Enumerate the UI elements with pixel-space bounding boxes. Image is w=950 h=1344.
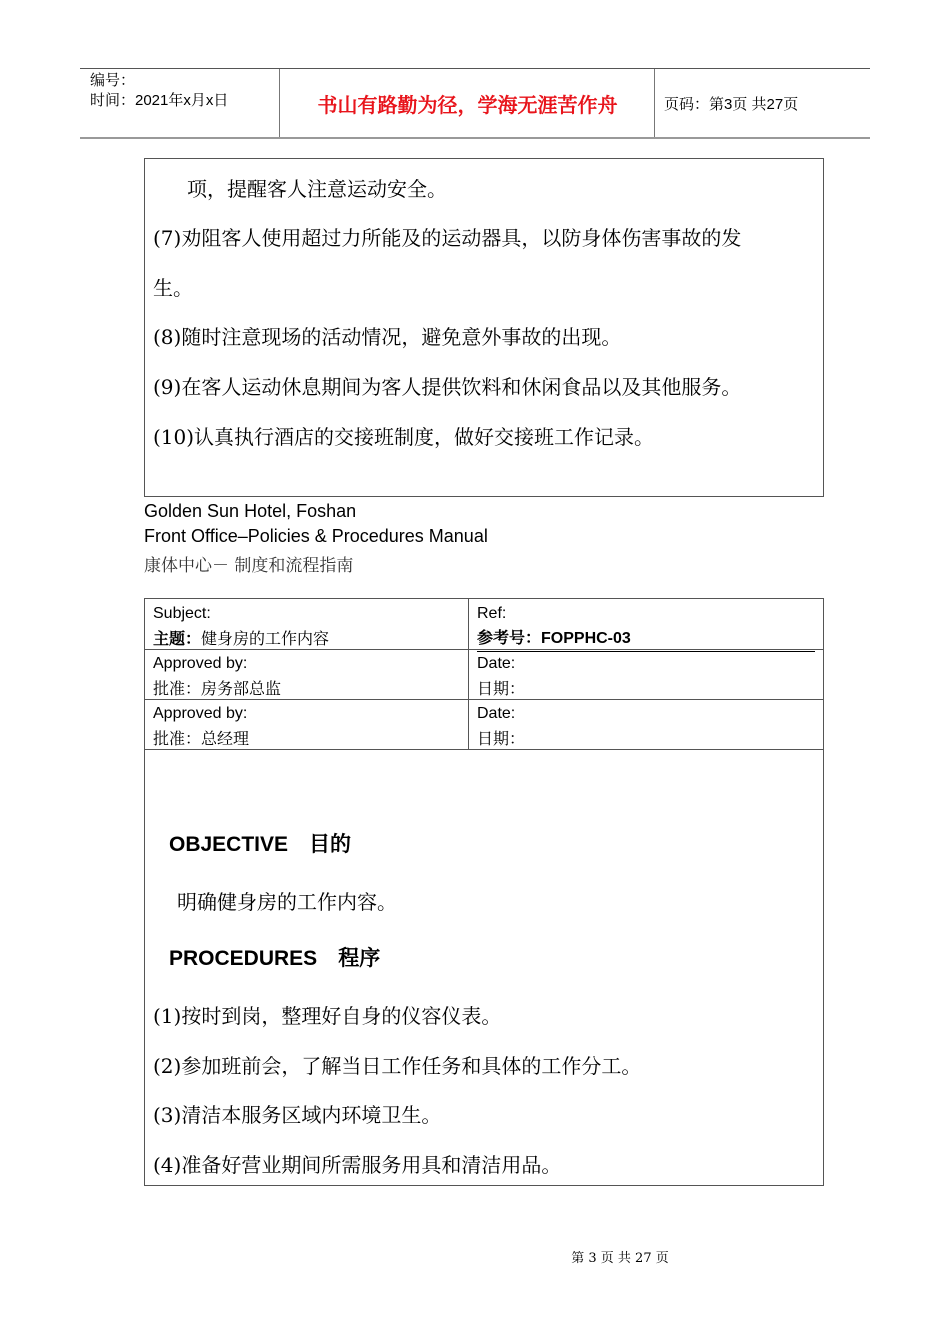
objective-heading: OBJECTIVE 目的 [169,833,352,856]
page-header [80,68,870,139]
date-label: 时间：2021年x月x日 [90,92,229,109]
subject-cn-label: 主题： [153,629,202,648]
paragraph: 项，提醒客人注意运动安全。 [187,177,447,201]
subject-value: 健身房的工作内容 [201,629,330,648]
subject-row [145,599,823,650]
date-value: 日期： [477,679,526,698]
procedure-table [144,598,824,1186]
objective-text: 明确健身房的工作内容。 [177,890,397,914]
hotel-name: Golden Sun Hotel, Foshan [144,501,357,521]
manual-title: Front Office–Policies & Procedures Manual [144,526,488,546]
ref-value: 参考号：FOPPHC-03 [477,626,815,652]
procedure-item: (3)清洁本服务区域内环境卫生。 [153,1103,442,1127]
manual-subtitle: 康体中心－ 制度和流程指南 [144,556,354,576]
procedures-heading: PROCEDURES 程序 [169,947,381,970]
paragraph: (8)随时注意现场的活动情况，避免意外事故的出现。 [153,325,622,349]
subject-label: Subject: [153,605,211,622]
approval-row [145,699,823,750]
paragraph: 生。 [153,276,193,300]
continued-procedures-box [144,158,824,497]
date-label: Date: [477,705,516,722]
procedure-item: (2)参加班前会，了解当日工作任务和具体的工作分工。 [153,1054,642,1078]
approved-label: Approved by: [153,655,248,672]
paragraph: (7)劝阻客人使用超过力所能及的运动器具，以防身体伤害事故的发 [153,226,742,250]
paragraph: (10)认真执行酒店的交接班制度，做好交接班工作记录。 [153,425,655,449]
procedure-item: (1)按时到岗，整理好自身的仪容仪表。 [153,1004,502,1028]
date-label: Date: [477,655,516,672]
page-footer: 第 3 页 共 27 页 [571,1251,669,1266]
motto: 书山有路勤为径，学海无涯苦作舟 [281,69,655,137]
approval-row [145,649,823,700]
procedure-item: (4)准备好营业期间所需服务用具和清洁用品。 [153,1153,562,1177]
approved-value: 批准：总经理 [153,729,250,748]
date-value: 日期： [477,729,526,748]
header-meta [80,69,280,137]
number-label: 编号： [90,72,136,89]
paragraph: (9)在客人运动休息期间为客人提供饮料和休闲食品以及其他服务。 [153,375,742,399]
approved-label: Approved by: [153,705,248,722]
ref-label: Ref: [477,605,507,622]
approved-value: 批准：房务部总监 [153,679,282,698]
page-info: 页码：第3页 共27页 [664,96,799,113]
